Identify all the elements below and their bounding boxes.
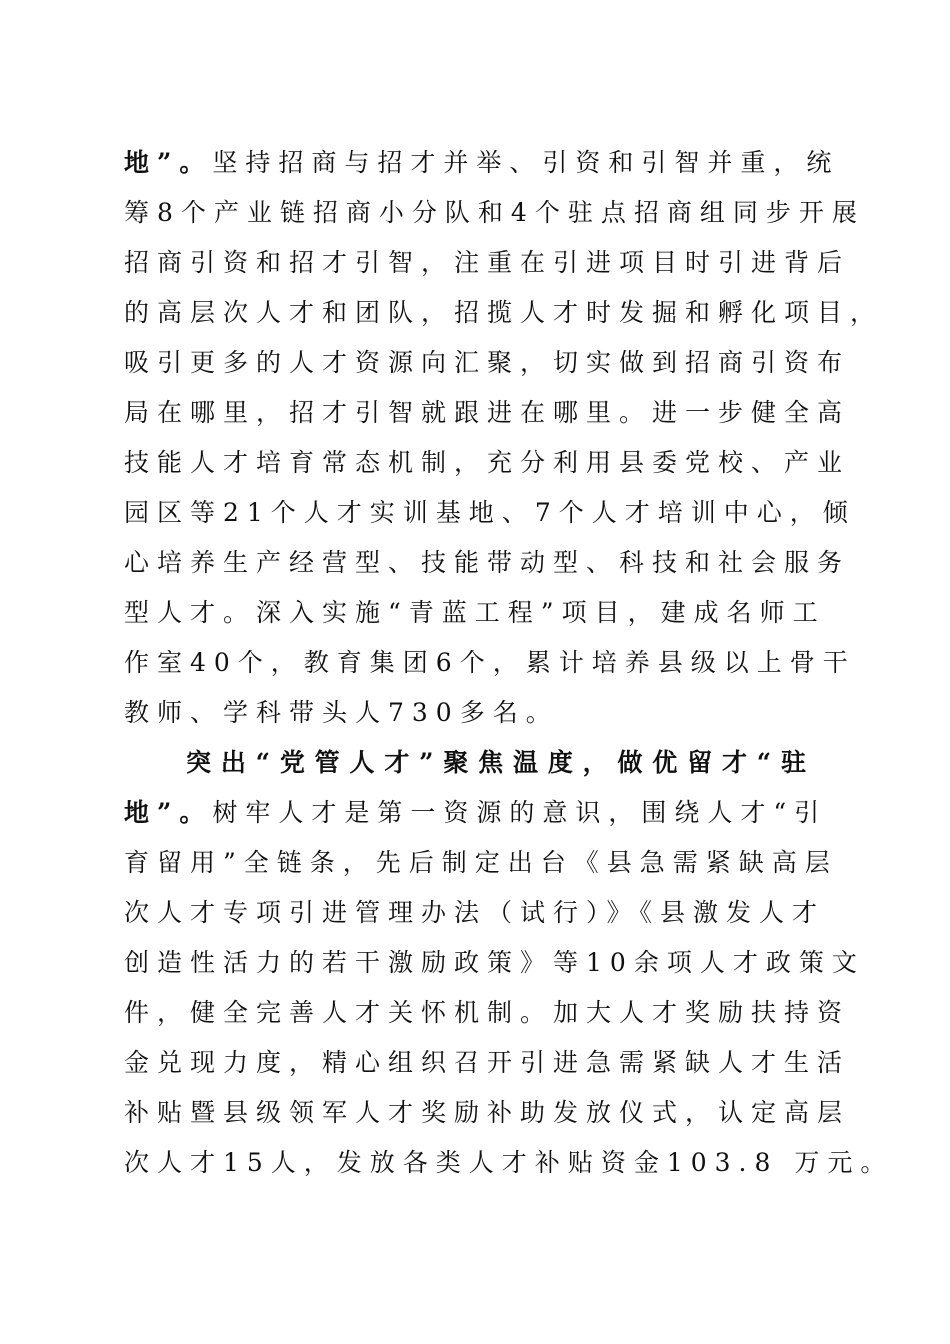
paragraph-line: 园区等21个人才实训基地、7个人才培训中心，倾 xyxy=(124,498,856,527)
paragraph-line: 作室40个，教育集团6个，累计培养县级以上骨干 xyxy=(124,648,856,677)
bold-heading-text: 地”。 xyxy=(124,798,213,827)
paragraph-line: 件，健全完善人才关怀机制。加大人才奖励扶持资 xyxy=(124,998,851,1027)
paragraph-line: 次人才15人，发放各类人才补贴资金103.8 万元。 xyxy=(124,1148,894,1177)
paragraph-line: 的高层次人才和团队，招揽人才时发掘和孵化项目， xyxy=(124,298,884,327)
paragraph-line: 型人才。深入实施“青蓝工程”项目，建成名师工 xyxy=(124,598,826,627)
paragraph-line: 育留用”全链条，先后制定出台《县急需紧缺高层 xyxy=(124,848,838,877)
body-text: 坚持招商与招才并举、引资和引智并重，统 xyxy=(212,148,840,177)
paragraph-line xyxy=(124,145,840,181)
paragraph-line: 教师、学科带头人730多名。 xyxy=(124,698,559,727)
paragraph-line xyxy=(124,795,828,831)
paragraph-line: 吸引更多的人才资源向汇聚，切实做到招商引资布 xyxy=(124,348,851,377)
paragraph-line: 心培养生产经营型、技能带动型、科技和社会服务 xyxy=(124,548,851,577)
section-heading-line: 突出“党管人才”聚焦温度，做优留才“驻 xyxy=(186,748,814,777)
paragraph-line: 次人才专项引进管理办法（试行）》《县激发人才 xyxy=(124,898,826,927)
paragraph-line: 金兑现力度，精心组织召开引进急需紧缺人才生活 xyxy=(124,1048,851,1077)
paragraph-line: 创造性活力的若干激励政策》等10余项人才政策文 xyxy=(124,948,865,977)
paragraph-line: 招商引资和招才引智，注重在引进项目时引进背后 xyxy=(124,248,851,277)
paragraph-line: 局在哪里，招才引智就跟进在哪里。进一步健全高 xyxy=(124,398,851,427)
paragraph-line: 筹8个产业链招商小分队和4个驻点招商组同步开展 xyxy=(124,198,865,227)
paragraph-line: 补贴暨县级领军人才奖励补助发放仪式，认定高层 xyxy=(124,1098,851,1127)
bold-heading-text: 地”。 xyxy=(124,148,213,177)
paragraph-line: 技能人才培育常态机制，充分利用县委党校、产业 xyxy=(124,448,851,477)
body-text: 树牢人才是第一资源的意识，围绕人才“引 xyxy=(212,798,828,827)
